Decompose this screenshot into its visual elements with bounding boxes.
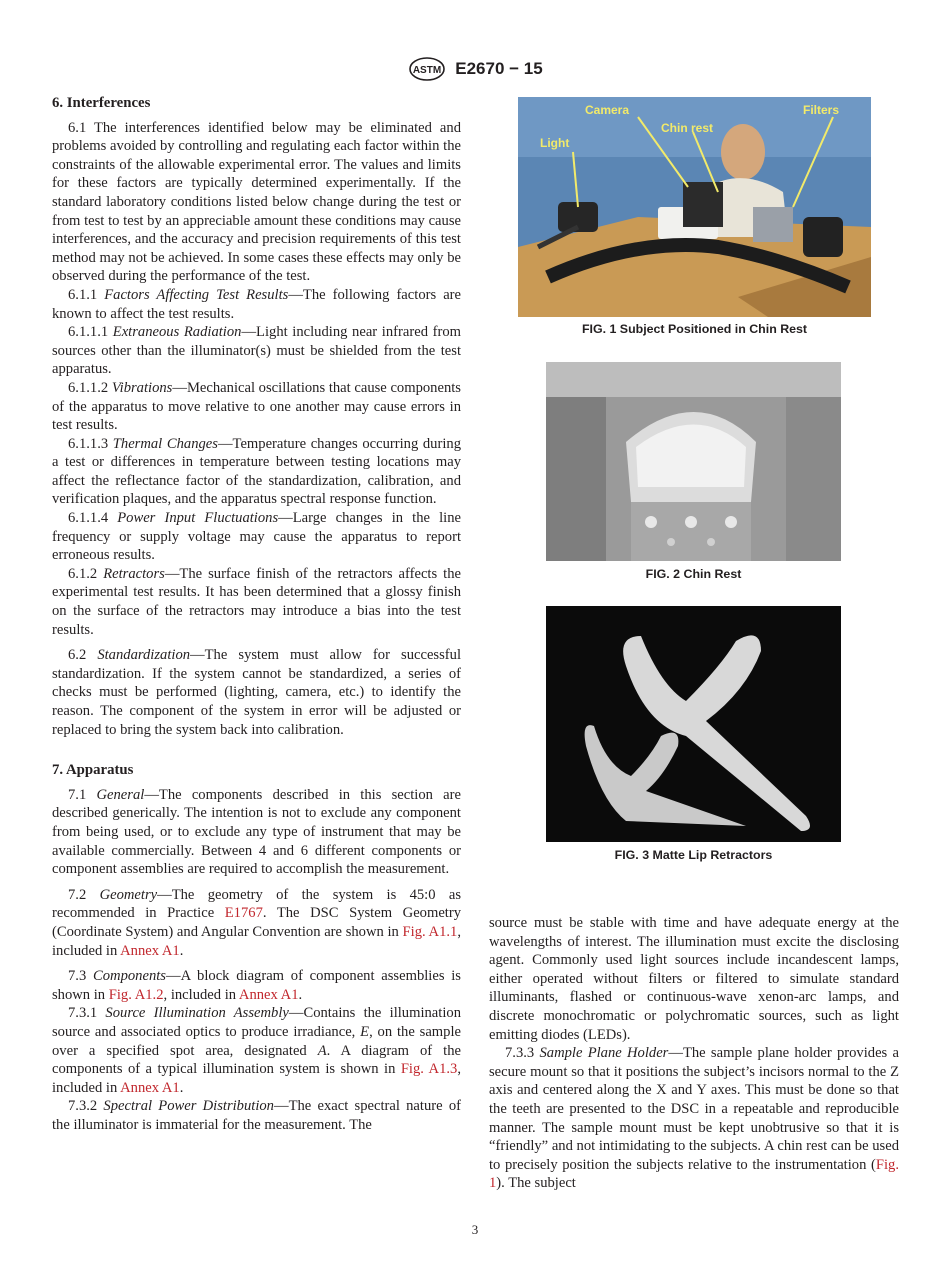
link-annex-a1[interactable]: Annex A1 — [120, 1079, 180, 1096]
label-light: Light — [540, 136, 570, 150]
link-fig-a1-1[interactable]: Fig. A1.1 — [402, 923, 458, 940]
link-fig-a1-2[interactable]: Fig. A1.2 — [108, 986, 164, 1003]
link-fig-a1-3[interactable]: Fig. A1.3 — [400, 1061, 458, 1078]
right-column — [489, 914, 899, 1193]
para-7-3-2-continued: source must be stable with time and have adequate energy at the wavelengths of interest. The illumination must excite the disclosing agent. Commonly used light sources include incandescent lamps, either operated without filters or filtered to simulate standard illuminants, flashed or continuous-wave xenon-arc lamps, and discrete monochromatic or polychromatic sources, such as light emitting diodes (LEDs). — [489, 915, 899, 1043]
label-chin-rest: Chin rest — [661, 121, 714, 135]
para-7-3-3: 7.3.3 Sample Plane Holder—The sample plane holder provides a secure mount so that it positions the subject’s incisors normal to the Z axis and centered along the X and Y axes. This must be done so that the teeth are presented to the DSC in a repeatable and reproducible manner. The sample mount must be kept unobtrusive so that it is “friendly” and not intimidating to the subjects. A chin rest can be used to precisely position the subjects relative to the instrumentation (Fig. 1). The subject — [489, 1045, 899, 1192]
para-6-1-1-2: 6.1.1.2 Vibrations—Mechanical oscillations that cause components of the apparatus to move relative to one another may cause errors in test results. — [52, 379, 461, 434]
left-column — [52, 94, 461, 1134]
figure-3-photo — [546, 606, 841, 842]
para-6-1-2: 6.1.2 Retractors—The surface finish of the retractors affects the experimental test results. It has been determined that a glossy finish on the surface of the retractors may introduce a bias into the test results. — [52, 565, 461, 638]
para-6-1-1-1: 6.1.1.1 Extraneous Radiation—Light including near infrared from sources other than the illuminator(s) must be shielded from the test apparatus. — [52, 324, 461, 378]
page-number: 3 — [471, 1222, 479, 1237]
section-7-heading: 7. Apparatus — [52, 762, 134, 779]
astm-logo-text: ASTM — [413, 65, 442, 76]
figure-1-caption: FIG. 1 Subject Positioned in Chin Rest — [581, 322, 808, 336]
standard-code: E2670 − 15 — [455, 59, 543, 78]
para-6-2: 6.2 Standardization—The system must allow for successful standardization. If the system cannot be standardized, a series of checks must be performed (lighting, camera, etc.) to identify the reason. The component of the system in error will be adjusted or replaced to bring the system back into calibration. — [52, 647, 461, 738]
astm-logo-icon — [407, 56, 447, 82]
link-e1767[interactable]: E1767 — [224, 905, 263, 922]
para-7-1: 7.1 General—The components described in this section are described generically. The intention is not to exclude any component from being used, or to exclude any type of instrument that may be available commercially. Between 4 and 6 different components or component assemblies are required to accomplish the measurement. — [52, 786, 461, 878]
page-header — [0, 56, 950, 82]
link-annex-a1[interactable]: Annex A1 — [120, 942, 180, 959]
link-fig-1[interactable]: Fig. 1 — [489, 1156, 899, 1192]
figure-3-caption: FIG. 3 Matte Lip Retractors — [614, 848, 773, 862]
para-6-1-1-4: 6.1.1.4 Power Input Fluctuations—Large changes in the line frequency or supply voltage may cause the apparatus to report erroneous results. — [52, 510, 461, 564]
para-7-2: 7.2 Geometry—The geometry of the system is 45:0 as recommended in Practice E1767. The DSC System Geometry (Coordinate System) and Angular Convention are shown in Fig. A1.1, included in Annex A1. — [52, 886, 462, 959]
link-annex-a1[interactable]: Annex A1 — [238, 986, 299, 1003]
label-camera: Camera — [585, 103, 630, 117]
figure-3-image — [546, 606, 841, 842]
figure-2-image — [546, 362, 841, 561]
section-6-heading: 6. Interferences — [52, 95, 151, 111]
figure-1-photo — [518, 97, 871, 317]
figure-2-caption: FIG. 2 Chin Rest — [645, 567, 742, 581]
para-6-1-1-3: 6.1.1.3 Thermal Changes—Temperature changes occurring during a test or differences in temperature between testing locations may affect the reflectance factor of the standardization, calibration, and verification plaques, and the apparatus spectral response function. — [52, 435, 461, 508]
para-6-1: 6.1 The interferences identified below may be eliminated and problems avoided by controlling and regulating each factor within the constraints of the allowable experimental error. The values and limits for these factors are typically determined experimentally. If the standard laboratory conditions listed below change during the test or from test to test by an appreciable amount these conditions may cause interferences, and the accuracy and precision requirements of this test method may not be achieved. In some cases these effects may only be observed during the performance of the test. — [52, 119, 461, 285]
para-7-3-1: 7.3.1 Source Illumination Assembly—Contains the illumination source and associated optics to produce irradiance, E, on the sample over a specified spot area, designated A. A diagram of the components of a typical illumination system is shown in Fig. A1.3, included in Annex A1. — [52, 1005, 461, 1096]
para-7-3-2: 7.3.2 Spectral Power Distribution—The exact spectral nature of the illuminator is immaterial for the measurement. The — [52, 1098, 461, 1133]
figure-2-photo — [546, 362, 841, 561]
label-filters: Filters — [803, 103, 840, 117]
para-6-1-1: 6.1.1 Factors Affecting Test Results—The following factors are known to affect the test results. — [52, 286, 462, 322]
para-7-3: 7.3 Components—A block diagram of component assemblies is shown in Fig. A1.2, included in Annex A1. — [52, 968, 461, 1003]
figure-1-image — [518, 97, 871, 317]
